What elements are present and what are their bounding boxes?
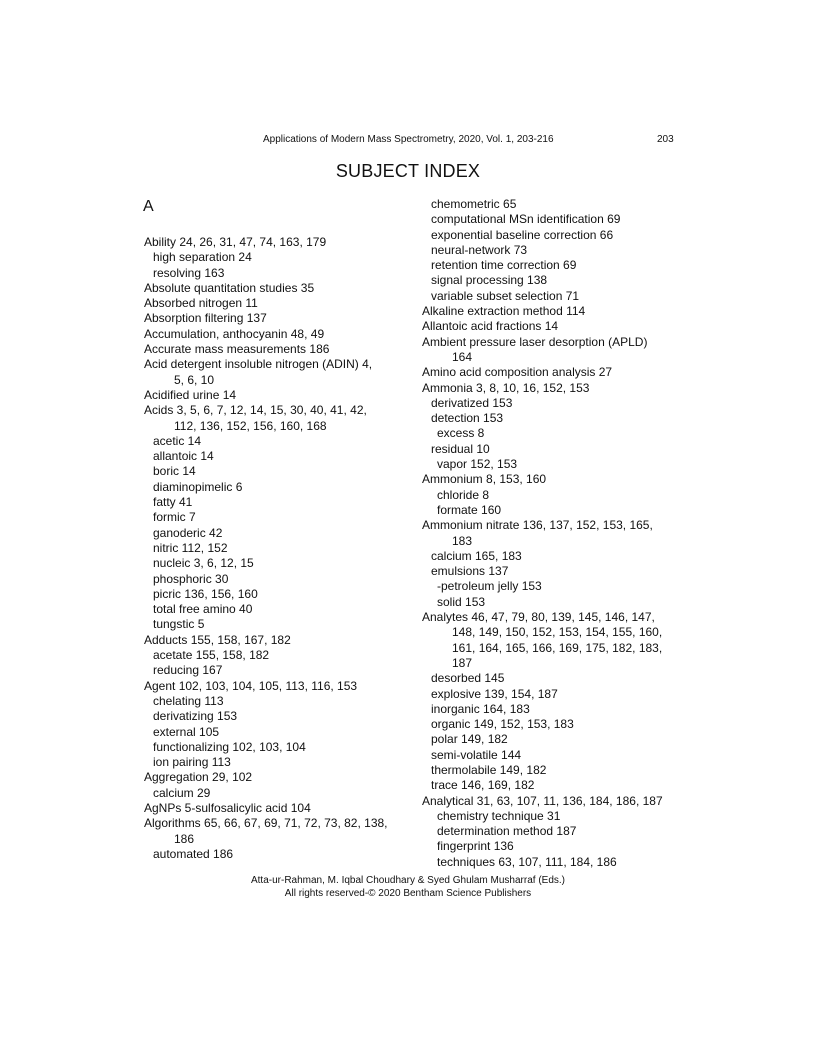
index-subentry: ion pairing 113 bbox=[153, 755, 231, 770]
index-subentry: chemometric 65 bbox=[431, 197, 517, 211]
index-subentry: nucleic 3, 6, 12, 15 bbox=[153, 556, 254, 571]
index-subentry: resolving 163 bbox=[153, 265, 225, 280]
index-subentry: trace 146, 169, 182 bbox=[431, 778, 535, 793]
index-subentry: inorganic 164, 183 bbox=[431, 701, 530, 716]
index-entry: Allantoic acid fractions 14 bbox=[422, 319, 559, 334]
index-subentry: exponential baseline correction 66 bbox=[431, 227, 614, 242]
index-subentry: desorbed 145 bbox=[431, 671, 505, 686]
index-subentry: thermolabile 149, 182 bbox=[431, 762, 547, 777]
index-entry: Absorption filtering 137 bbox=[144, 311, 267, 326]
page-number: 203 bbox=[657, 134, 674, 145]
index-entry: Adducts 155, 158, 167, 182 bbox=[144, 632, 291, 647]
index-subentry: fingerprint 136 bbox=[437, 839, 514, 854]
index-subentry: chelating 113 bbox=[153, 693, 224, 708]
index-subentry: functionalizing 102, 103, 104 bbox=[153, 739, 306, 754]
index-entry-continuation: 164 bbox=[452, 349, 473, 364]
index-entry: Alkaline extraction method 114 bbox=[422, 304, 586, 319]
index-subentry: acetate 155, 158, 182 bbox=[153, 648, 270, 663]
index-entry: Accurate mass measurements 186 bbox=[144, 342, 330, 357]
index-subentry: diaminopimelic 6 bbox=[153, 479, 243, 494]
index-subentry: determination method 187 bbox=[437, 824, 577, 839]
index-entry-continuation: 161, 164, 165, 166, 169, 175, 182, 183, bbox=[452, 640, 663, 655]
index-entry: Ammonia 3, 8, 10, 16, 152, 153 bbox=[422, 380, 590, 395]
index-column-right bbox=[422, 197, 684, 870]
index-entry: Analytes 46, 47, 79, 80, 139, 145, 146, 147, bbox=[422, 610, 655, 625]
index-subentry: techniques 63, 107, 111, 184, 186 bbox=[437, 854, 617, 869]
index-subentry: reducing 167 bbox=[153, 663, 223, 678]
index-subentry: polar 149, 182 bbox=[431, 732, 508, 747]
index-subentry: excess 8 bbox=[437, 426, 485, 441]
index-subentry: automated 186 bbox=[153, 846, 234, 861]
journal-citation: Applications of Modern Mass Spectrometry, 2020, Vol. 1, 203-216 bbox=[263, 134, 554, 145]
index-subentry: semi-volatile 144 bbox=[431, 747, 522, 762]
index-entry: Algorithms 65, 66, 67, 69, 71, 72, 73, 82, 138, bbox=[144, 816, 388, 831]
section-letter: A bbox=[143, 198, 154, 215]
index-subentry: total free amino 40 bbox=[153, 602, 253, 617]
index-entry: Accumulation, anthocyanin 48, 49 bbox=[144, 326, 325, 341]
index-entry-continuation: 183 bbox=[452, 533, 473, 548]
index-entry-continuation: 148, 149, 150, 152, 153, 154, 155, 160, bbox=[452, 625, 663, 640]
index-subentry: ganoderic 42 bbox=[153, 525, 223, 540]
index-subentry: variable subset selection 71 bbox=[431, 288, 580, 303]
index-entry: Ammonium nitrate 136, 137, 152, 153, 165, bbox=[422, 518, 653, 533]
footer-copyright: All rights reserved-© 2020 Bentham Science Publishers bbox=[284, 887, 532, 899]
index-column-left bbox=[144, 235, 406, 862]
index-subentry: -petroleum jelly 153 bbox=[437, 579, 542, 594]
footer-editors: Atta-ur-Rahman, M. Iqbal Choudhary & Syed Ghulam Musharraf (Eds.) bbox=[250, 875, 566, 886]
index-entry-continuation: 186 bbox=[174, 831, 195, 846]
index-entry: Amino acid composition analysis 27 bbox=[422, 365, 613, 380]
index-subentry: acetic 14 bbox=[153, 433, 202, 448]
index-subentry: emulsions 137 bbox=[431, 564, 509, 579]
index-entry: Absorbed nitrogen 11 bbox=[144, 296, 258, 311]
index-entry: Aggregation 29, 102 bbox=[144, 770, 253, 785]
index-subentry: tungstic 5 bbox=[153, 617, 205, 632]
index-entry: Ability 24, 26, 31, 47, 74, 163, 179 bbox=[144, 235, 327, 249]
index-subentry: signal processing 138 bbox=[431, 273, 548, 288]
index-subentry: calcium 165, 183 bbox=[431, 548, 522, 563]
index-subentry: high separation 24 bbox=[153, 250, 252, 265]
index-entry: Agent 102, 103, 104, 105, 113, 116, 153 bbox=[144, 678, 358, 693]
index-subentry: organic 149, 152, 153, 183 bbox=[431, 717, 574, 732]
index-entry-continuation: 5, 6, 10 bbox=[174, 372, 215, 387]
index-entry: Analytical 31, 63, 107, 11, 136, 184, 186, 187 bbox=[422, 793, 663, 808]
index-subentry: computational MSn identification 69 bbox=[431, 212, 621, 227]
index-subentry: derivatizing 153 bbox=[153, 709, 238, 724]
index-entry: Acids 3, 5, 6, 7, 12, 14, 15, 30, 40, 41, 42, bbox=[144, 403, 367, 418]
index-subentry: detection 153 bbox=[431, 411, 504, 426]
index-subentry: chloride 8 bbox=[437, 487, 490, 502]
index-subentry: explosive 139, 154, 187 bbox=[431, 686, 558, 701]
index-subentry: allantoic 14 bbox=[153, 449, 214, 464]
index-entry: Acid detergent insoluble nitrogen (ADIN) 4, bbox=[144, 357, 373, 372]
index-entry-continuation: 187 bbox=[452, 655, 473, 670]
index-subentry: boric 14 bbox=[153, 464, 196, 479]
index-entry: AgNPs 5-sulfosalicylic acid 104 bbox=[144, 800, 311, 815]
index-subentry: solid 153 bbox=[437, 594, 486, 609]
index-subentry: fatty 41 bbox=[153, 495, 193, 510]
index-subentry: nitric 112, 152 bbox=[153, 540, 228, 555]
index-subentry: residual 10 bbox=[431, 441, 490, 456]
page-title: SUBJECT INDEX bbox=[335, 161, 481, 181]
index-subentry: vapor 152, 153 bbox=[437, 457, 518, 472]
footer bbox=[0, 875, 816, 900]
index-entry: Acidified urine 14 bbox=[144, 387, 237, 402]
index-entry: Ambient pressure laser desorption (APLD) bbox=[422, 334, 648, 349]
index-subentry: formate 160 bbox=[437, 502, 502, 517]
index-subentry: phosphoric 30 bbox=[153, 571, 229, 586]
index-entry: Absolute quantitation studies 35 bbox=[144, 280, 315, 295]
index-entry: Ammonium 8, 153, 160 bbox=[422, 472, 547, 487]
index-subentry: formic 7 bbox=[153, 510, 196, 525]
index-subentry: calcium 29 bbox=[153, 785, 211, 800]
index-subentry: chemistry technique 31 bbox=[437, 808, 561, 823]
index-subentry: neural-network 73 bbox=[431, 242, 528, 257]
index-subentry: derivatized 153 bbox=[431, 395, 513, 410]
index-subentry: picric 136, 156, 160 bbox=[153, 586, 258, 601]
index-subentry: external 105 bbox=[153, 724, 220, 739]
index-subentry: retention time correction 69 bbox=[431, 258, 577, 273]
index-entry-continuation: 112, 136, 152, 156, 160, 168 bbox=[174, 418, 327, 433]
